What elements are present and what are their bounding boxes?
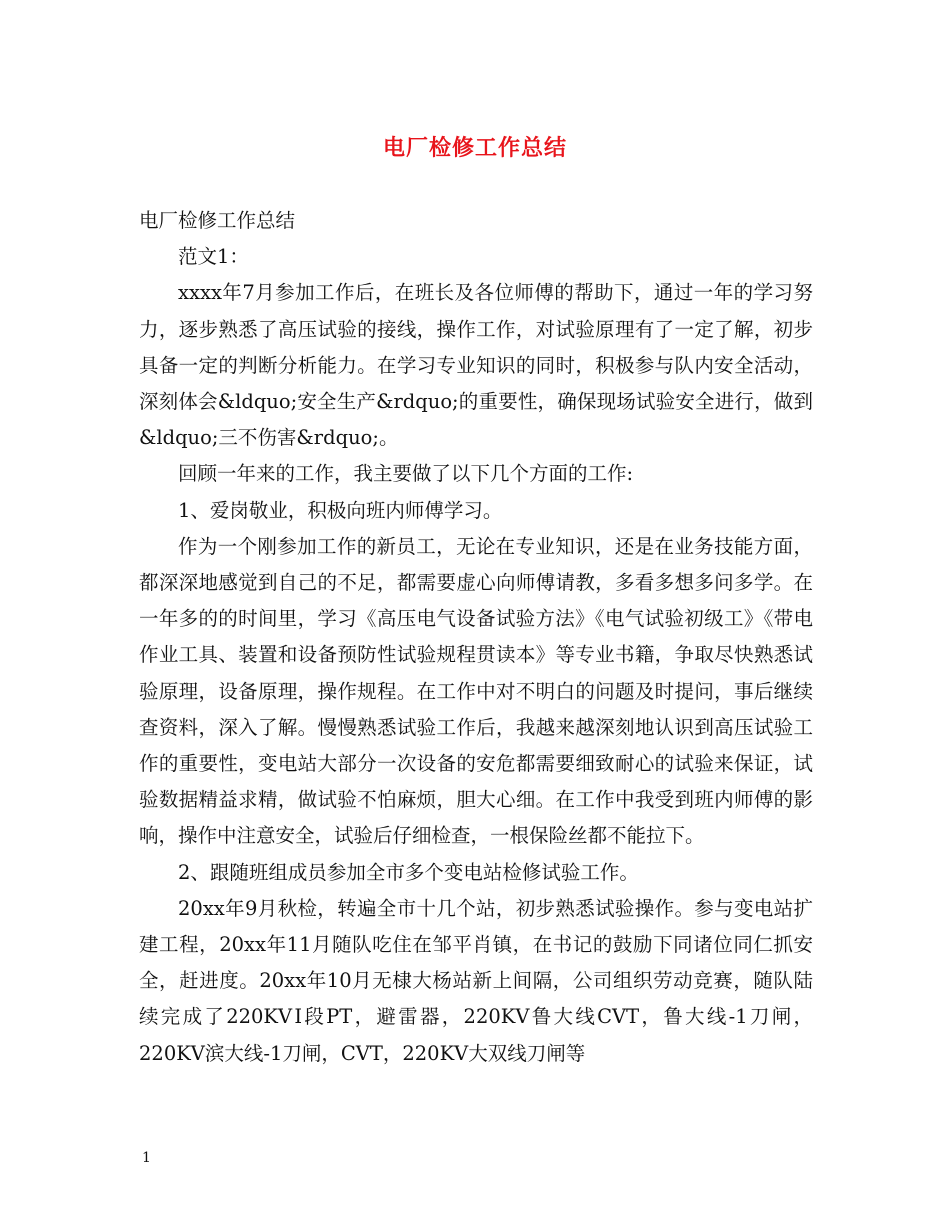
paragraph-point-2-detail: 20xx年9月秋检，转遍全市十几个站，初步熟悉试验操作。参与变电站扩建工程，20xx年11月随队吃住在邹平肖镇，在书记的鼓励下同诸位同仁抓安全，赶进度。20xx年10月无棣大杨站新上间隔，公司组织劳动竞赛，随队陆续完成了220KVⅠ段PT，避雷器，220KV鲁大线CVT，鲁大线-1刀闸，220KV滨大线-1刀闸，CVT，220KV大双线刀闸等: [139, 896, 813, 1065]
paragraph-point-1-detail: 作为一个刚参加工作的新员工，无论在专业知识，还是在业务技能方面，都深深地感觉到自己的不足，都需要虚心向师傅请教，多看多想多问多学。在一年多的的时间里，学习《高压电气设备试验方法》《电气试验初级工》《带电作业工具、装置和设备预防性试验规程贯读本》等专业书籍，争取尽快熟悉试验原理，设备原理，操作规程。在工作中对不明白的问题及时提问，事后继续查资料，深入了解。慢慢熟悉试验工作后，我越来越深刻地认识到高压试验工作的重要性，变电站大部分一次设备的安危都需要细致耐心的试验来保证，试验数据精益求精，做试验不怕麻烦，胆大心细。在工作中我受到班内师傅的影响，操作中注意安全，试验后仔细检查，一根保险丝都不能拉下。: [139, 534, 813, 848]
paragraph-point-2: 2、跟随班组成员参加全市多个变电站检修试验工作。: [178, 860, 639, 884]
document-title: 电厂检修工作总结: [382, 135, 567, 161]
paragraph-point-1: 1、爱岗敬业，积极向班内师傅学习。: [178, 498, 503, 522]
paragraph-heading: 电厂检修工作总结: [139, 209, 296, 232]
paragraph-review: 回顾一年来的工作，我主要做了以下几个方面的工作:: [178, 462, 634, 486]
paragraph-sample-label: 范文1：: [178, 245, 249, 269]
page-number: 1: [142, 1150, 151, 1166]
document-body: [139, 203, 813, 1072]
paragraph-intro: xxxx年7月参加工作后，在班长及各位师傅的帮助下，通过一年的学习努力，逐步熟悉了高压试验的接线，操作工作，对试验原理有了一定了解，初步具备一定的判断分析能力。在学习专业知识的同时，积极参与队内安全活动，深刻体会&ldquo;安全生产&rdquo;的重要性，确保现场试验安全进行，做到&ldquo;三不伤害&rdquo;。: [139, 281, 813, 450]
